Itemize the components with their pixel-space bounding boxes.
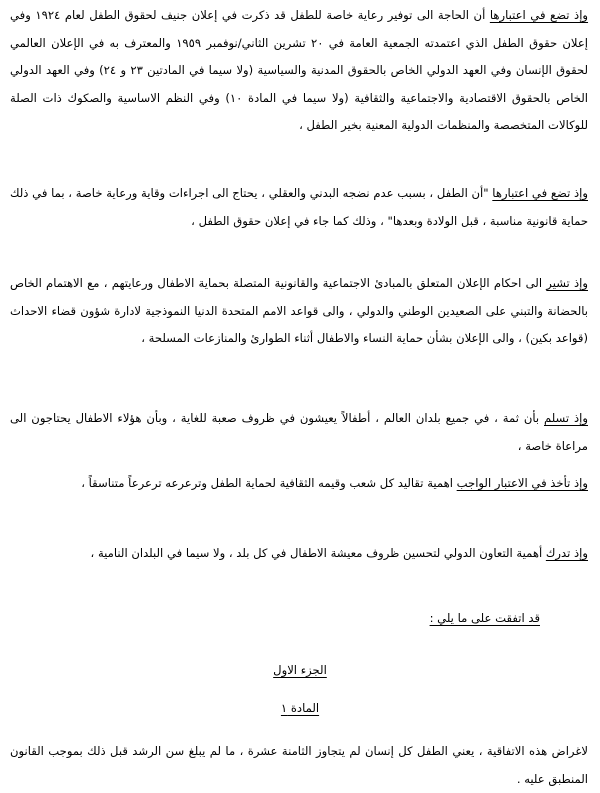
preamble-paragraph-6	[10, 540, 588, 568]
preamble-paragraph-1	[10, 2, 588, 140]
paragraph-text: اهمية تقاليد كل شعب وقيمه الثقافية لحماية الطفل وترعرعه ترعرعاً متناسقاً ،	[81, 476, 457, 490]
paragraph-lead: وإذ تضع في اعتبارها	[492, 186, 588, 200]
article-heading	[0, 698, 600, 718]
paragraph-lead: وإذ تسلم	[544, 411, 588, 425]
article-title: المادة ١	[280, 701, 320, 715]
paragraph-text: أن الحاجة الى توفير رعاية خاصة للطفل قد ذكرت في إعلان جنيف لحقوق الطفل لعام ١٩٢٤ وفي إعلان حقوق الطفل الذي اعتمدته الجمعية العامة في ٢٠ تشرين الثاني/نوفمبر ١٩٥٩ والمعترف به في الإعلان العالمي لحقوق الإنسان وفي العهد الدولي الخاص بالحقوق المدنية والسياسية (ولا سيما في المادتين ٢٣ و ٢٤) وفي العهد الدولي الخاص بالحقوق الاقتصادية والاجتماعية والثقافية (ولا سيما في المادة ١٠) وفي النظم الاساسية والصكوك ذات الصلة للوكالات المتخصصة والمنظمات الدولية المعنية بخير الطفل ،	[10, 8, 588, 132]
paragraph-text: "أن الطفل ، بسبب عدم نضجه البدني والعقلي ، يحتاج الى اجراءات وقاية ورعاية خاصة ، بما في ذلك حماية قانونية مناسبة ، قبل الولادة وبعدها" ، وذلك كما جاء في إعلان حقوق الطفل ،	[10, 186, 588, 228]
part-title: الجزء الاول	[273, 663, 327, 677]
agreed-clause	[430, 608, 540, 628]
paragraph-text: بأن ثمة ، في جميع بلدان العالم ، أطفالاً يعيشون في ظروف صعبة للغاية ، وبأن هؤلاء الاطفال يحتاجون الى مراعاة خاصة ،	[10, 411, 588, 453]
paragraph-lead: وإذ تشير	[546, 276, 588, 290]
article-text: لاغراض هذه الاتفاقية ، يعني الطفل كل إنسان لم يتجاوز الثامنة عشرة ، ما لم يبلغ سن الرشد قبل ذلك بموجب القانون المنطبق عليه .	[10, 744, 588, 786]
preamble-paragraph-4	[10, 405, 588, 460]
preamble-paragraph-3	[10, 270, 588, 353]
paragraph-text: أهمية التعاون الدولي لتحسين ظروف معيشة الاطفال في كل بلد ، ولا سيما في البلدان النامية ،	[90, 546, 546, 560]
paragraph-lead: وإذ تأخذ في الاعتبار الواجب	[456, 476, 588, 490]
agreed-text: قد اتفقت على ما يلي :	[429, 611, 540, 625]
paragraph-text: الى احكام الإعلان المتعلق بالمبادئ الاجتماعية والقانونية المتصلة بحماية الاطفال ورعايتهم ، مع الاهتمام الخاص بالحضانة والتبني على الصعيدين الوطني والدولي ، والى قواعد الامم المتحدة الدنيا النموذجية لادارة شؤون قضاء الاحداث (قواعد بكين) ، والى الإعلان بشأن حماية النساء والاطفال أثناء الطوارئ والمنازعات المسلحة ،	[10, 276, 588, 345]
preamble-paragraph-5	[10, 470, 588, 498]
paragraph-lead: وإذ تدرك	[545, 546, 588, 560]
part-heading	[0, 660, 600, 680]
preamble-paragraph-2	[10, 180, 588, 235]
article-body	[10, 738, 588, 793]
paragraph-lead: وإذ تضع في اعتبارها	[489, 8, 589, 22]
